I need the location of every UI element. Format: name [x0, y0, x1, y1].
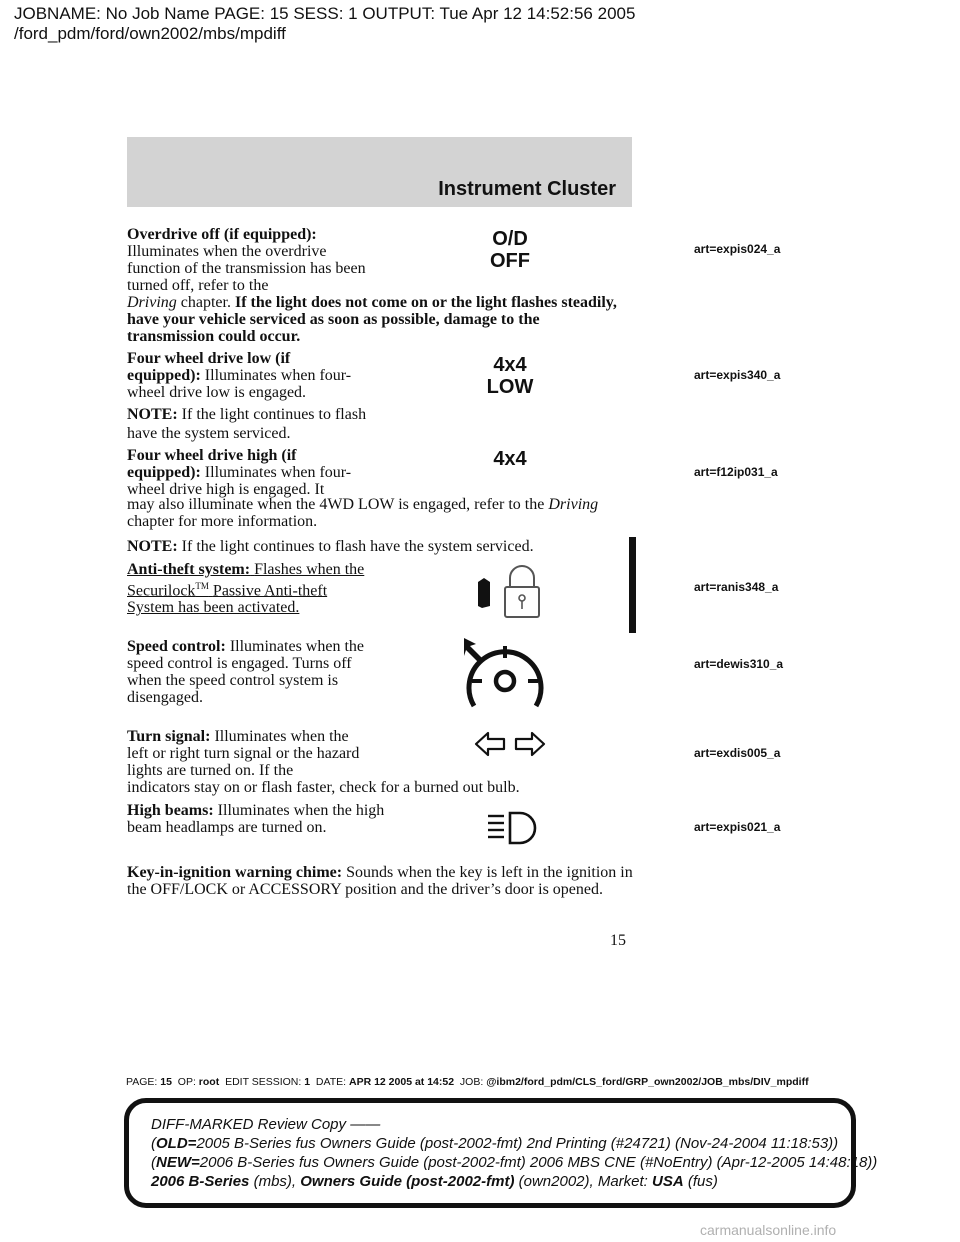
- four-high-note-text: If the light continues to flash have the system serviced.: [181, 538, 534, 555]
- overdrive-continued: [127, 294, 627, 345]
- four-high-text2: may also illuminate when the 4WD LOW is engaged, refer to the: [127, 496, 545, 513]
- overdrive-text: Illuminates when the overdrive function of the transmission has been turned off, refer to the: [127, 243, 366, 294]
- review-old-line: (OLD=2005 B-Series fus Owners Guide (post-2002-fmt) 2nd Printing (#24721) (Nov-24-2004 11:18:53)): [151, 1135, 839, 1152]
- overdrive-warning: If the light does not come on or the light flashes steadily, have your vehicle serviced as soon as possible, damage to the transmission could occur.: [127, 294, 617, 345]
- antitheft-art-ref: art=ranis348_a: [694, 580, 779, 594]
- turn-signal-continued: indicators stay on or flash faster, check for a burned out bulb.: [127, 779, 520, 796]
- print-footer: PAGE: 15 OP: root EDIT SESSION: 1 DATE: APR 12 2005 at 14:52 JOB: @ibm2/ford_pdm/CLS_ford/GRP_own2002/JOB_mbs/DIV_mpdiff: [126, 1076, 809, 1088]
- antitheft-text1: Flashes when the Securilock: [127, 561, 365, 600]
- high-beams-entry: [127, 802, 387, 836]
- overdrive-title: Overdrive off (if equipped):: [127, 226, 317, 243]
- high-beams-text: Illuminates when the high beam headlamps are turned on.: [127, 802, 385, 836]
- four-high-art-ref: art=f12ip031_a: [694, 465, 778, 479]
- watermark: carmanualsonline.info: [700, 1222, 837, 1238]
- antitheft-entry: [127, 561, 367, 616]
- anti-theft-lock-icon: [476, 560, 546, 620]
- high-beam-headlamp-icon: [486, 810, 538, 846]
- four-low-note-text: If the light continues to flash have the system serviced.: [127, 406, 367, 442]
- diff-review-box: [124, 1098, 878, 1208]
- od-off-indicator-icon: O/D OFF: [490, 228, 530, 272]
- high-beams-title: High beams:: [127, 802, 214, 819]
- four-high-entry: [127, 447, 367, 498]
- trademark-mark: TM: [195, 581, 209, 591]
- four-low-entry: [127, 350, 367, 401]
- four-high-continued: [127, 496, 637, 530]
- revision-change-bar: [629, 537, 636, 633]
- 4x4-high-indicator-icon: 4x4: [493, 448, 527, 470]
- turn-signal-title: Turn signal:: [127, 728, 211, 745]
- job-header-line1: JOBNAME: No Job Name PAGE: 15 SESS: 1 OUTPUT: Tue Apr 12 14:52:56 2005: [14, 4, 636, 23]
- 4x4-low-indicator-icon: 4x4 LOW: [486, 354, 534, 398]
- page-number: 15: [610, 932, 626, 949]
- high-beams-art-ref: art=expis021_a: [694, 820, 781, 834]
- key-chime-entry: [127, 864, 637, 898]
- four-high-title: Four wheel drive high (if equipped):: [127, 447, 297, 481]
- overdrive-ref: Driving: [127, 294, 177, 311]
- four-high-ref: Driving: [548, 496, 599, 513]
- four-high-note-label: NOTE:: [127, 538, 178, 555]
- review-new-line: (NEW=2006 B-Series fus Owners Guide (post-2002-fmt) 2006 MBS CNE (#NoEntry) (Apr-12-2005 14:48:18)): [151, 1154, 878, 1171]
- speed-control-title: Speed control:: [127, 638, 226, 655]
- turn-signal-text: Illuminates when the left or right turn signal or the hazard lights are turned on. If the: [127, 728, 360, 779]
- overdrive-art-ref: art=expis024_a: [694, 242, 781, 256]
- turn-signal-art-ref: art=exdis005_a: [694, 746, 781, 760]
- section-header-band: [127, 137, 632, 207]
- section-title: Instrument Cluster: [438, 178, 616, 200]
- four-high-text3: chapter for more information.: [127, 513, 318, 530]
- antitheft-title: Anti-theft system:: [127, 561, 251, 578]
- overdrive-ref-after: chapter.: [180, 294, 231, 311]
- antitheft-text2: Passive Anti-theft System has been activated.: [127, 582, 328, 617]
- key-chime-title: Key-in-ignition warning chime:: [127, 864, 343, 881]
- key-chime-text: Sounds when the key is left in the ignition in the OFF/LOCK or ACCESSORY position and the driver’s door is opened.: [127, 864, 633, 898]
- speed-control-entry: [127, 638, 372, 706]
- turn-signal-entry: [127, 728, 372, 779]
- four-high-note: [127, 538, 607, 555]
- four-high-text: Illuminates when four-wheel drive high is engaged. It: [127, 464, 352, 498]
- four-low-note: [127, 405, 367, 443]
- speed-control-art-ref: art=dewis310_a: [694, 657, 784, 671]
- speed-control-text: Illuminates when the speed control is engaged. Turns off when the speed control system is disengaged.: [127, 638, 364, 706]
- turn-signal-arrows-icon: [474, 730, 546, 758]
- review-line1: DIFF-MARKED Review Copy ——: [151, 1116, 381, 1133]
- four-low-text: Illuminates when four-wheel drive low is engaged.: [127, 367, 352, 401]
- review-series-line: 2006 B-Series (mbs), Owners Guide (post-2002-fmt) (own2002), Market: USA (fus): [151, 1173, 718, 1190]
- job-header-line2: /ford_pdm/ford/own2002/mbs/mpdiff: [14, 24, 286, 43]
- four-low-art-ref: art=expis340_a: [694, 368, 781, 382]
- four-low-title: Four wheel drive low (if equipped):: [127, 350, 291, 384]
- overdrive-entry: [127, 226, 367, 294]
- job-header: [14, 4, 635, 44]
- four-low-note-label: NOTE:: [127, 406, 178, 423]
- speed-control-icon: [458, 636, 548, 718]
